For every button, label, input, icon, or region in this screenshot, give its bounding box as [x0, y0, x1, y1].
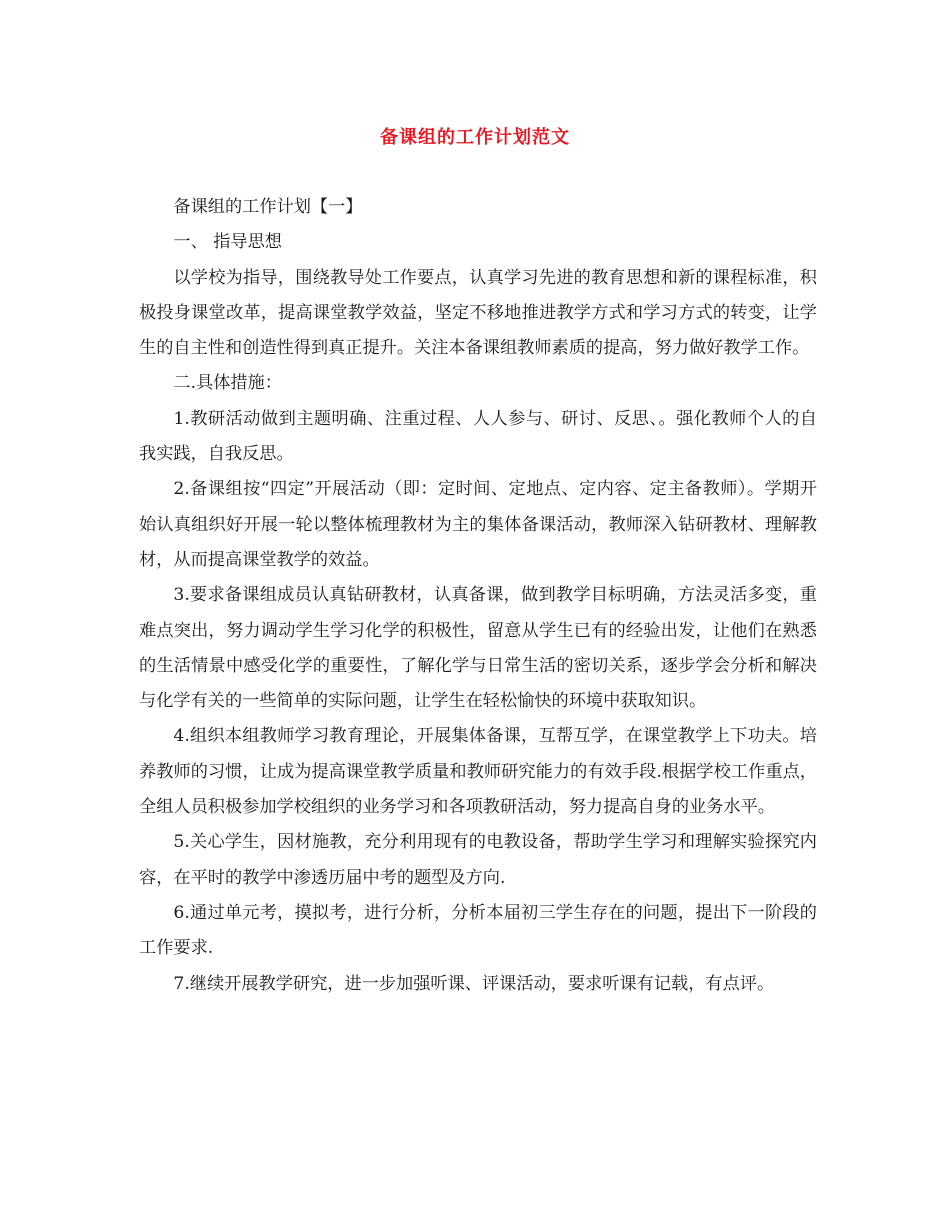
list-item: 5.关心学生，因材施教，充分利用现有的电教设备，帮助学生学习和理解实验探究内容，在平时的教学中渗透历届中考的题型及方向.: [139, 832, 817, 888]
document-body: [139, 190, 817, 1002]
subsection-heading: 二.具体措施：: [173, 373, 282, 394]
list-item: 4.组织本组教师学习教育理论，开展集体备课，互帮互学，在课堂教学上下功夫。培养教师的习惯，让成为提高课堂教学质量和教师研究能力的有效手段.根据学校工作重点，全组人员积极参加学校组织的业务学习和各项教研活动，努力提高自身的业务水平。: [139, 726, 817, 818]
subsection-heading: 一、 指导思想: [173, 232, 282, 253]
list-item: 3.要求备课组成员认真钻研教材，认真备课，做到教学目标明确，方法灵活多变，重难点突出，努力调动学生学习化学的积极性，留意从学生已有的经验出发，让他们在熟悉的生活情景中感受化学的重要性，了解化学与日常生活的密切关系，逐步学会分析和解决与化学有关的一些简单的实际问题，让学生在轻松愉快的环境中获取知识。: [139, 585, 817, 712]
list-item: 2.备课组按“四定”开展活动（即：定时间、定地点、定内容、定主备教师）。学期开始认真组织好开展一轮以整体梳理教材为主的集体备课活动，教师深入钻研教材、理解教材，从而提高课堂教学的效益。: [139, 479, 817, 570]
list-item: 6.通过单元考，摸拟考，进行分析，分析本届初三学生存在的问题，提出下一阶段的工作要求.: [139, 902, 817, 959]
document-title: 备课组的工作计划范文: [380, 127, 570, 148]
list-item: 1.教研活动做到主题明确、注重过程、人人参与、研讨、反思、。强化教师个人的自我实践，自我反思。: [139, 408, 817, 465]
section-heading: 备课组的工作计划【一】: [173, 197, 363, 217]
list-item: 7.继续开展教学研究，进一步加强听课、评课活动，要求听课有记载，有点评。: [173, 973, 775, 994]
paragraph: 以学校为指导，围绕教导处工作要点，认真学习先进的教育思想和新的课程标准，积极投身课堂改革，提高课堂教学效益，坚定不移地推进教学方式和学习方式的转变，让学生的自主性和创造性得到真正提升。关注本备课组教师素质的提高，努力做好教学工作。: [139, 267, 817, 359]
